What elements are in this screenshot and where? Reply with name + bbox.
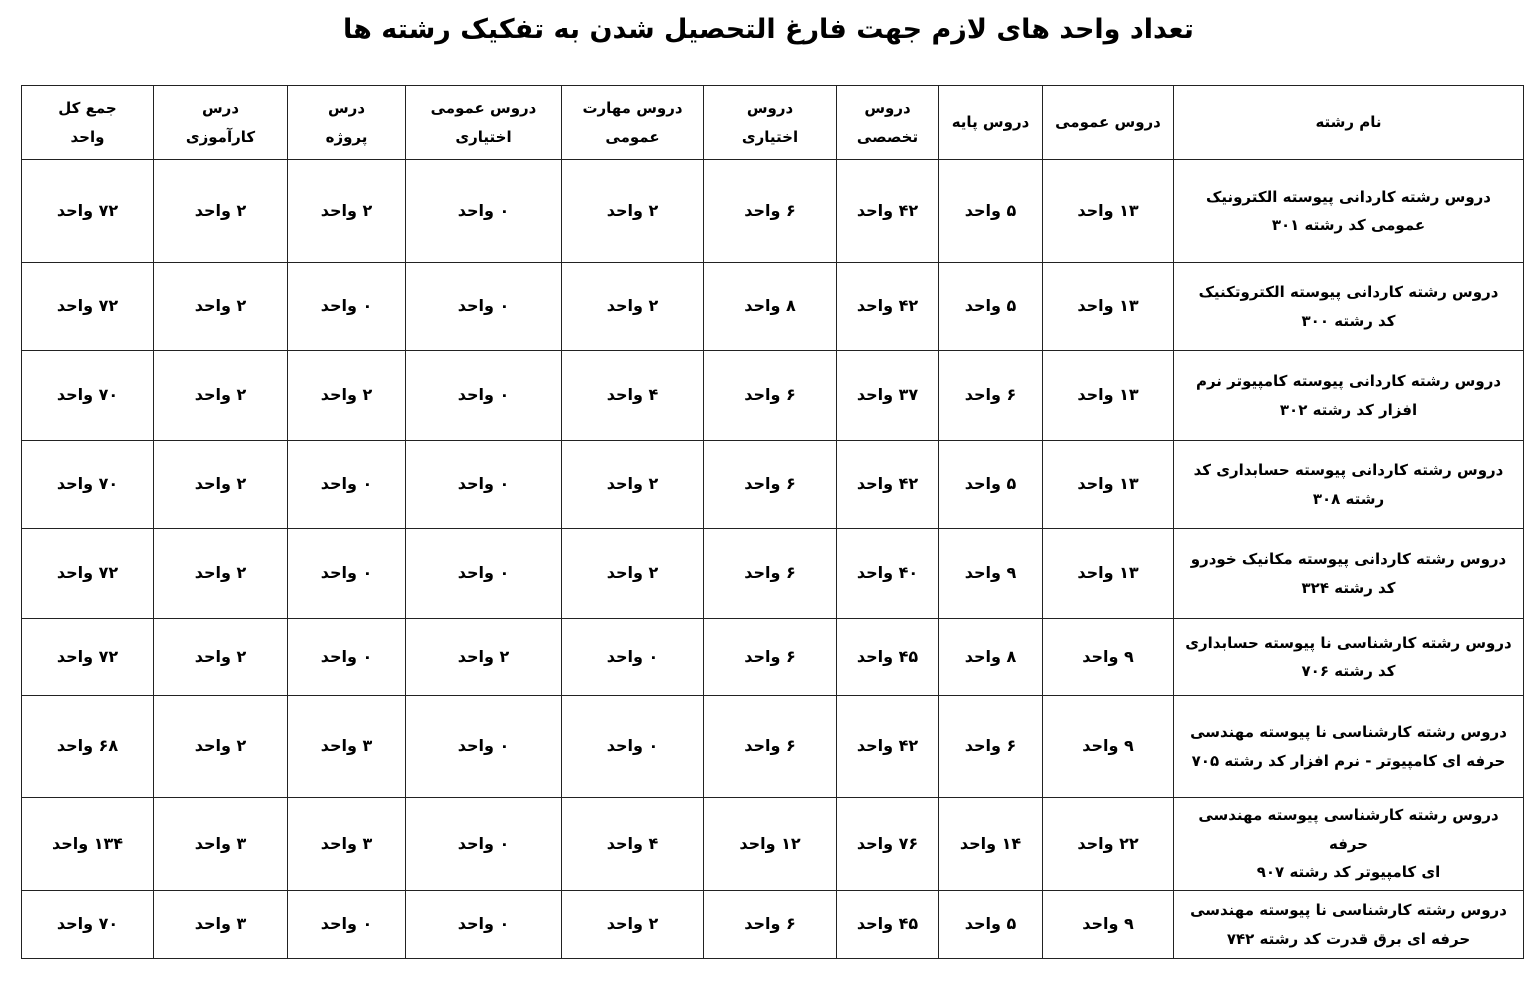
- table-row: [22, 891, 1524, 959]
- units-cell: ۶ واحد: [704, 696, 837, 798]
- column-header-total-units: جمع کل واحد: [22, 86, 154, 160]
- units-cell: ۰ واحد: [562, 696, 704, 798]
- units-cell: ۰ واحد: [288, 619, 406, 696]
- units-cell: ۰ واحد: [406, 263, 562, 351]
- units-cell: ۲ واحد: [154, 696, 288, 798]
- units-cell: ۴ واحد: [562, 798, 704, 891]
- units-cell: ۷۰ واحد: [22, 441, 154, 529]
- units-cell: ۰ واحد: [406, 891, 562, 959]
- units-cell: ۹ واحد: [1043, 696, 1174, 798]
- units-table: [21, 85, 1524, 959]
- units-cell: ۰ واحد: [406, 798, 562, 891]
- units-cell: ۲ واحد: [562, 529, 704, 619]
- units-cell: ۳۷ واحد: [837, 351, 939, 441]
- table-row: [22, 529, 1524, 619]
- column-header-general-courses: دروس عمومی: [1043, 86, 1174, 160]
- program-name-cell: دروس رشته کاردانی پیوسته حسابداری کد رشته ۳۰۸: [1174, 441, 1524, 529]
- program-name-cell: دروس رشته کاردانی پیوسته مکانیک خودرو کد رشته ۳۲۴: [1174, 529, 1524, 619]
- table-row: [22, 441, 1524, 529]
- units-cell: ۴۲ واحد: [837, 160, 939, 263]
- units-cell: ۵ واحد: [939, 160, 1043, 263]
- units-cell: ۹ واحد: [1043, 891, 1174, 959]
- units-cell: ۹ واحد: [939, 529, 1043, 619]
- column-header-elective-courses: دروس اختیاری: [704, 86, 837, 160]
- units-cell: ۵ واحد: [939, 441, 1043, 529]
- column-header-program-name: نام رشته: [1174, 86, 1524, 160]
- units-cell: ۲ واحد: [406, 619, 562, 696]
- program-name-cell: دروس رشته کاردانی پیوسته الکتروتکنیک کد رشته ۳۰۰: [1174, 263, 1524, 351]
- units-cell: ۴۵ واحد: [837, 891, 939, 959]
- table-row: [22, 619, 1524, 696]
- units-cell: ۲ واحد: [154, 619, 288, 696]
- units-cell: ۴ واحد: [562, 351, 704, 441]
- units-cell: ۴۰ واحد: [837, 529, 939, 619]
- units-cell: ۰ واحد: [406, 351, 562, 441]
- program-name-cell: دروس رشته کارشناسی نا پیوسته مهندسی حرفه ای کامپیوتر - نرم افزار کد رشته ۷۰۵: [1174, 696, 1524, 798]
- units-cell: ۴۲ واحد: [837, 696, 939, 798]
- units-cell: ۷۰ واحد: [22, 351, 154, 441]
- units-cell: ۱۴ واحد: [939, 798, 1043, 891]
- column-header-internship: درس کارآموزی: [154, 86, 288, 160]
- units-cell: ۴۲ واحد: [837, 441, 939, 529]
- units-cell: ۱۳ واحد: [1043, 529, 1174, 619]
- table-row: [22, 696, 1524, 798]
- units-cell: ۲ واحد: [562, 160, 704, 263]
- units-cell: ۳ واحد: [154, 798, 288, 891]
- column-header-specialized-courses: دروس تخصصی: [837, 86, 939, 160]
- units-cell: ۱۲ واحد: [704, 798, 837, 891]
- units-cell: ۶ واحد: [704, 351, 837, 441]
- units-cell: ۲ واحد: [154, 263, 288, 351]
- units-cell: ۱۳۴ واحد: [22, 798, 154, 891]
- units-cell: ۲ واحد: [288, 160, 406, 263]
- units-cell: ۴۲ واحد: [837, 263, 939, 351]
- units-cell: ۱۳ واحد: [1043, 160, 1174, 263]
- units-cell: ۰ واحد: [406, 696, 562, 798]
- units-cell: ۸ واحد: [939, 619, 1043, 696]
- program-name-cell: دروس رشته کاردانی پیوسته الکترونیک عمومی کد رشته ۳۰۱: [1174, 160, 1524, 263]
- units-cell: ۲ واحد: [154, 351, 288, 441]
- units-cell: ۰ واحد: [406, 160, 562, 263]
- units-cell: ۷۲ واحد: [22, 529, 154, 619]
- table-row: [22, 351, 1524, 441]
- units-cell: ۷۲ واحد: [22, 263, 154, 351]
- units-cell: ۲۲ واحد: [1043, 798, 1174, 891]
- column-header-basic-courses: دروس پایه: [939, 86, 1043, 160]
- units-cell: ۷۰ واحد: [22, 891, 154, 959]
- units-cell: ۰ واحد: [288, 263, 406, 351]
- units-cell: ۷۶ واحد: [837, 798, 939, 891]
- units-cell: ۶ واحد: [704, 619, 837, 696]
- units-cell: ۰ واحد: [406, 529, 562, 619]
- program-name-cell: دروس رشته کارشناسی نا پیوسته حسابداری کد رشته ۷۰۶: [1174, 619, 1524, 696]
- units-cell: ۲ واحد: [154, 441, 288, 529]
- units-cell: ۱۳ واحد: [1043, 351, 1174, 441]
- table-row: [22, 263, 1524, 351]
- column-header-general-skill-courses: دروس مهارت عمومی: [562, 86, 704, 160]
- units-cell: ۲ واحد: [562, 263, 704, 351]
- units-cell: ۲ واحد: [154, 160, 288, 263]
- program-name-cell: دروس رشته کارشناسی نا پیوسته مهندسی حرفه ای برق قدرت کد رشته ۷۴۲: [1174, 891, 1524, 959]
- units-cell: ۱۳ واحد: [1043, 263, 1174, 351]
- units-cell: ۲ واحد: [562, 891, 704, 959]
- table-row: [22, 798, 1524, 891]
- units-cell: ۶ واحد: [704, 891, 837, 959]
- units-cell: ۲ واحد: [562, 441, 704, 529]
- units-cell: ۶ واحد: [939, 696, 1043, 798]
- column-header-general-elective-courses: دروس عمومی اختیاری: [406, 86, 562, 160]
- table-row: [22, 160, 1524, 263]
- units-cell: ۵ واحد: [939, 891, 1043, 959]
- units-cell: ۶ واحد: [939, 351, 1043, 441]
- units-cell: ۰ واحد: [562, 619, 704, 696]
- units-cell: ۹ واحد: [1043, 619, 1174, 696]
- program-name-cell: دروس رشته کارشناسی پیوسته مهندسی حرفه ای کامپیوتر کد رشته ۹۰۷: [1174, 798, 1524, 891]
- units-cell: ۳ واحد: [154, 891, 288, 959]
- units-cell: ۳ واحد: [288, 696, 406, 798]
- units-cell: ۲ واحد: [154, 529, 288, 619]
- units-cell: ۰ واحد: [288, 891, 406, 959]
- units-cell: ۱۳ واحد: [1043, 441, 1174, 529]
- units-cell: ۵ واحد: [939, 263, 1043, 351]
- units-cell: ۶۸ واحد: [22, 696, 154, 798]
- units-cell: ۶ واحد: [704, 529, 837, 619]
- units-cell: ۷۲ واحد: [22, 619, 154, 696]
- header-row: [22, 86, 1524, 160]
- units-cell: ۳ واحد: [288, 798, 406, 891]
- page-title: تعداد واحد های لازم جهت فارغ التحصیل شدن به تفکیک رشته ها: [343, 14, 1194, 45]
- units-cell: ۷۲ واحد: [22, 160, 154, 263]
- program-name-cell: دروس رشته کاردانی پیوسته کامپیوتر نرم افزار کد رشته ۳۰۲: [1174, 351, 1524, 441]
- units-cell: ۶ واحد: [704, 441, 837, 529]
- units-cell: ۲ واحد: [288, 351, 406, 441]
- units-cell: ۴۵ واحد: [837, 619, 939, 696]
- column-header-project: درس پروژه: [288, 86, 406, 160]
- units-cell: ۰ واحد: [288, 529, 406, 619]
- units-cell: ۶ واحد: [704, 160, 837, 263]
- units-cell: ۰ واحد: [406, 441, 562, 529]
- units-cell: ۸ واحد: [704, 263, 837, 351]
- units-cell: ۰ واحد: [288, 441, 406, 529]
